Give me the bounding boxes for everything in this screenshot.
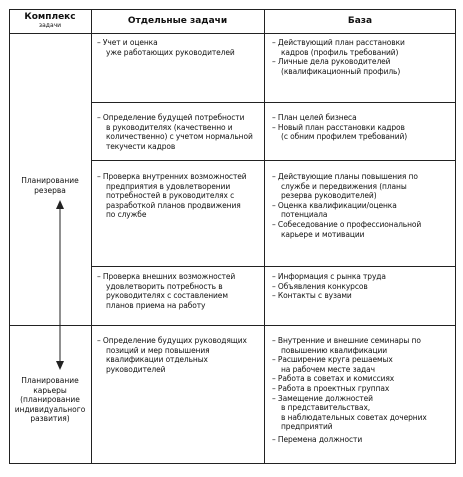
base-line: – Внутренние и внешние семинары по — [272, 336, 421, 345]
task-line: в руководителях (качественно и — [106, 122, 233, 132]
task-line: разработкой планов продвижения — [106, 200, 241, 210]
header-divider — [9, 33, 456, 34]
header-base: База — [347, 16, 373, 26]
column-divider-1 — [91, 9, 92, 464]
task-cell-2 — [97, 113, 262, 151]
label-line: индивидуального — [14, 404, 86, 414]
base-line: – Объявления конкурсов — [272, 281, 368, 291]
header-complex — [9, 12, 91, 29]
base-line: предприятий — [281, 422, 333, 432]
base-line: (квалификационный профиль) — [281, 66, 401, 76]
base-line: повышению квалификации — [281, 345, 388, 355]
task-line: – Определение будущих руководящих — [97, 336, 247, 345]
base-line: – Действующие планы повышения по — [272, 172, 418, 181]
label-line: (планирование — [20, 395, 80, 404]
task-line: предприятия в удовлетворении — [106, 181, 231, 191]
label-line: карьеры — [33, 385, 67, 395]
label-line: резерва — [34, 185, 66, 195]
task-line: руководителей — [106, 364, 166, 374]
base-line: – Собеседование о профессиональной — [272, 219, 422, 229]
base-line: – Новый план расстановки кадров — [272, 122, 405, 132]
row-divider-1 — [91, 102, 456, 103]
column-divider-2 — [264, 9, 265, 464]
base-line: – Информация с рынка труда — [272, 272, 386, 281]
base-line: – Замещение должностей — [272, 393, 373, 403]
label-planning-reserve — [12, 176, 88, 195]
task-cell-4 — [97, 272, 262, 310]
base-cell-4 — [272, 272, 454, 301]
base-line: – Контакты с вузами — [272, 291, 352, 301]
base-line: (с обним профилем требований) — [281, 132, 408, 142]
label-line: Планирование — [21, 176, 79, 185]
task-line: руководителях с составлением — [106, 291, 228, 301]
label-planning-career — [12, 376, 88, 424]
base-line: – Личные дела руководителей — [272, 57, 391, 67]
header-complex-subtitle: задачи — [38, 22, 62, 29]
row-divider-2 — [91, 160, 456, 161]
label-line: развития) — [30, 414, 70, 423]
base-cell-3 — [272, 172, 454, 239]
base-line: на рабочем месте задач — [281, 364, 375, 374]
base-line: в представительствах, — [281, 403, 371, 413]
base-line: кадров (профиль требований) — [281, 47, 399, 57]
base-line: потенциала — [281, 210, 328, 220]
task-cell-1 — [97, 38, 262, 57]
task-line: текучести кадров — [106, 141, 176, 151]
task-line: квалификации отдельных — [106, 355, 208, 365]
base-line: – Перемена должности — [272, 434, 363, 444]
base-line: в наблюдательных советах дочерних — [281, 412, 427, 422]
base-line: – Действующий план расстановки — [272, 38, 405, 47]
base-cell-5 — [272, 336, 454, 445]
base-line: – План целей бизнеса — [272, 113, 357, 122]
base-cell-2 — [272, 113, 454, 142]
task-line: удовлетворить потребность в — [106, 281, 223, 291]
task-line: количественно) с учетом нормальной — [106, 132, 253, 142]
task-line: – Учет и оценка — [97, 38, 158, 47]
task-cell-5 — [97, 336, 262, 374]
task-line: – Проверка внутренних возможностей — [97, 172, 247, 181]
task-line: – Определение будущей потребности — [97, 113, 245, 122]
base-line: карьере и мотивации — [281, 229, 365, 239]
section-divider — [9, 325, 456, 326]
base-line: – Работа в советах и комиссиях — [272, 374, 395, 384]
task-line: планов приема на работу — [106, 300, 206, 310]
row-divider-3 — [91, 266, 456, 267]
task-cell-3 — [97, 172, 262, 220]
base-line: – Работа в проектных группах — [272, 383, 390, 393]
base-line: резерва руководителей) — [281, 191, 377, 201]
base-cell-1 — [272, 38, 454, 76]
double-arrow-icon — [54, 200, 66, 370]
base-line: – Оценка квалификации/оценка — [272, 200, 397, 210]
header-tasks: Отдельные задачи — [127, 16, 228, 26]
header-complex-title: Комплекс — [24, 12, 76, 22]
task-line: потребностей в руководителях с — [106, 191, 235, 201]
label-line: Планирование — [21, 376, 79, 385]
base-line: службе и передвижения (планы — [281, 181, 407, 191]
base-line: – Расширение круга решаемых — [272, 355, 393, 365]
task-line: по службе — [106, 210, 147, 220]
task-line: – Проверка внешних возможностей — [97, 272, 236, 281]
task-line: уже работающих руководителей — [106, 47, 235, 57]
task-line: позиций и мер повышения — [106, 345, 210, 355]
